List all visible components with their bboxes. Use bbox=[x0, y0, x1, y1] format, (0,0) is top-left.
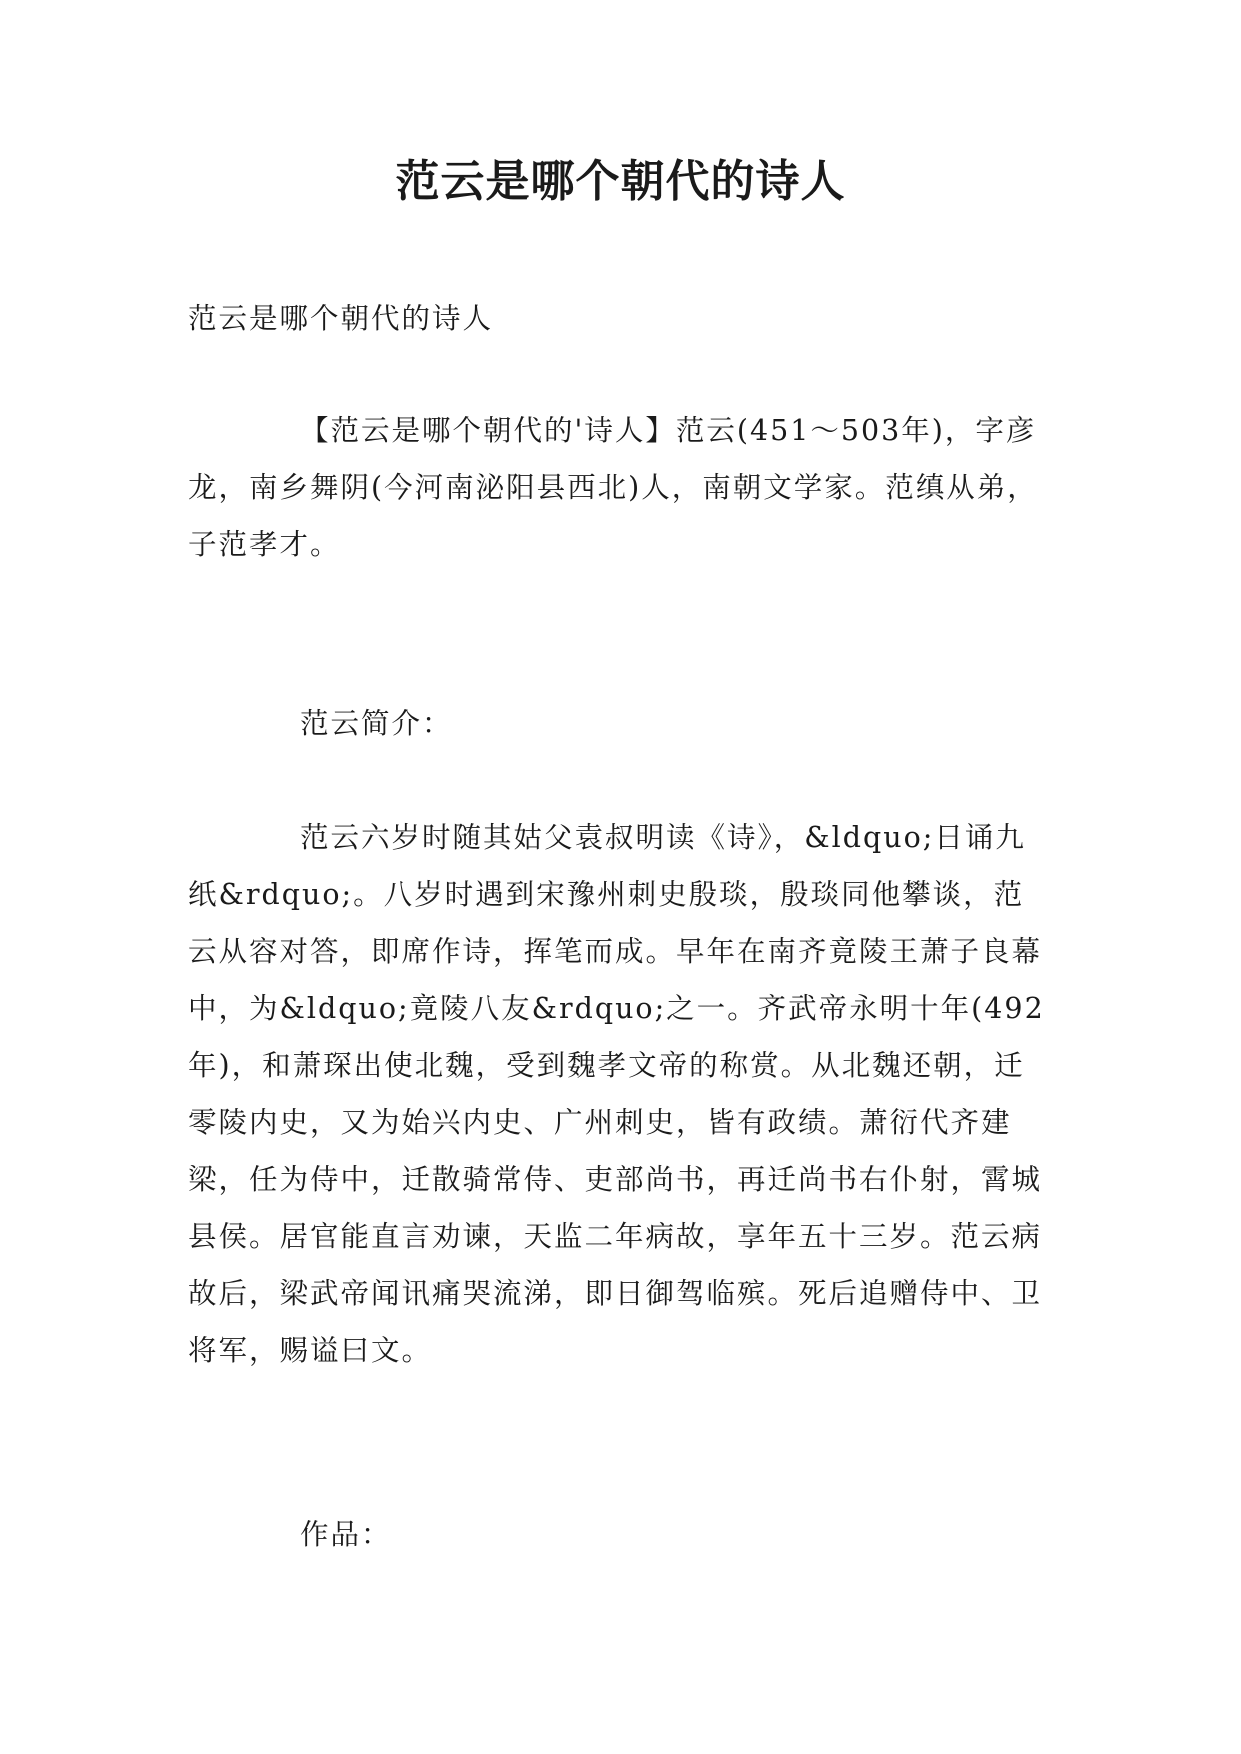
page-title: 范云是哪个朝代的诗人 bbox=[395, 156, 846, 207]
document-subtitle: 范云是哪个朝代的诗人 bbox=[188, 302, 494, 335]
bio-heading: 范云简介： bbox=[300, 707, 453, 740]
bio-paragraph: 范云六岁时随其姑父袁叔明读《诗》，&ldquo;日诵九纸&rdquo;。八岁时遇到宋豫州刺史殷琰，殷琰同他攀谈，范云从容对答，即席作诗，挥笔而成。早年在南齐竟陵王萧子良幕中，为&ldquo;竟陵八友&rdquo;之一。齐武帝永明十年(492年)，和萧琛出使北魏，受到魏孝文帝的称赏。从北魏还朝，迁零陵内史，又为始兴内史、广州刺史，皆有政绩。萧衍代齐建梁，任为侍中，迁散骑常侍、吏部尚书，再迁尚书右仆射，霄城县侯。居官能直言劝谏，天监二年病故，享年五十三岁。范云病故后，梁武帝闻讯痛哭流涕，即日御驾临殡。死后追赠侍中、卫将军，赐谥曰文。 bbox=[188, 821, 1045, 1367]
intro-paragraph: 【范云是哪个朝代的'诗人】范云(451～503年)，字彦龙，南乡舞阴(今河南泌阳县西北)人，南朝文学家。范缜从弟，子范孝才。 bbox=[188, 414, 1038, 561]
works-heading: 作品： bbox=[300, 1518, 392, 1551]
